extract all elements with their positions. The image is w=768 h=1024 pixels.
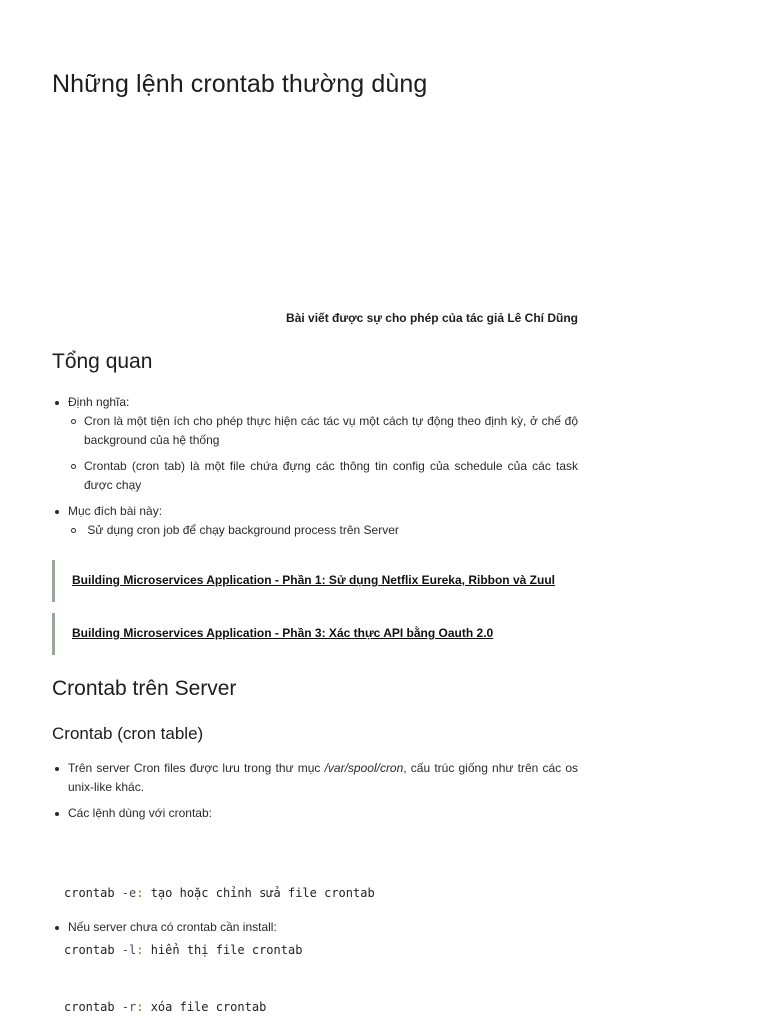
list-item-crontab-definition <box>52 457 578 495</box>
list-item-purpose <box>52 502 578 521</box>
related-link-part-3[interactable]: Building Microservices Application - Phần 3: Xác thực API bằng Oauth 2.0 <box>72 626 494 640</box>
article-title: Những lệnh crontab thường dùng <box>52 70 428 98</box>
install-list <box>52 918 578 937</box>
related-link-part-1[interactable]: Building Microservices Application - Phần 1: Sử dụng Netflix Eureka, Ribbon và Zuul <box>72 573 555 587</box>
related-link-block-2 <box>52 613 578 655</box>
list-item-text: , cấu trúc giống như trên các os unix-like khác. <box>68 761 579 794</box>
cron-path: /var/spool/cron <box>324 761 404 775</box>
list-item-definition <box>52 393 578 412</box>
definition-label: Định nghĩa: <box>68 395 130 409</box>
crontab-table-subheading: Crontab (cron table) <box>52 724 204 743</box>
list-item-text: Các lệnh dùng với crontab: <box>68 806 212 820</box>
crontab-list <box>52 759 578 823</box>
list-item-cron-definition <box>52 412 578 450</box>
list-item-text: Nếu server chưa có crontab cần install: <box>68 920 277 934</box>
overview-list <box>52 393 578 540</box>
list-item-text: Sử dụng cron job để chạy background process trên Server <box>84 523 399 537</box>
list-item-text: Trên server Cron files được lưu trong thư mục <box>68 761 325 775</box>
list-item-commands <box>52 804 578 823</box>
list-item-text: Crontab (cron tab) là một file chứa đựng các thông tin config của schedule của các task được chạy <box>84 459 578 492</box>
author-credit: Bài viết được sự cho phép của tác giả Lê Chí Dũng <box>286 311 578 325</box>
code-line: crontab -l: hiển thị file crontab <box>64 943 303 957</box>
list-item-install <box>52 918 578 937</box>
crontab-server-heading: Crontab trên Server <box>52 677 237 700</box>
purpose-label: Mục đích bài này: <box>68 504 163 518</box>
code-line: crontab -r: xóa file crontab <box>64 1000 267 1014</box>
list-item-text: Cron là một tiện ích cho phép thực hiện các tác vụ một cách tự động theo định kỳ, ở chế độ background của hệ thống <box>84 414 578 447</box>
related-link-block-1 <box>52 560 578 602</box>
list-item-cron-files <box>52 759 578 797</box>
code-line: crontab -e: tạo hoặc chỉnh sửa file crontab <box>64 886 375 900</box>
list-item-purpose-detail <box>52 521 578 540</box>
overview-heading: Tổng quan <box>52 350 153 373</box>
